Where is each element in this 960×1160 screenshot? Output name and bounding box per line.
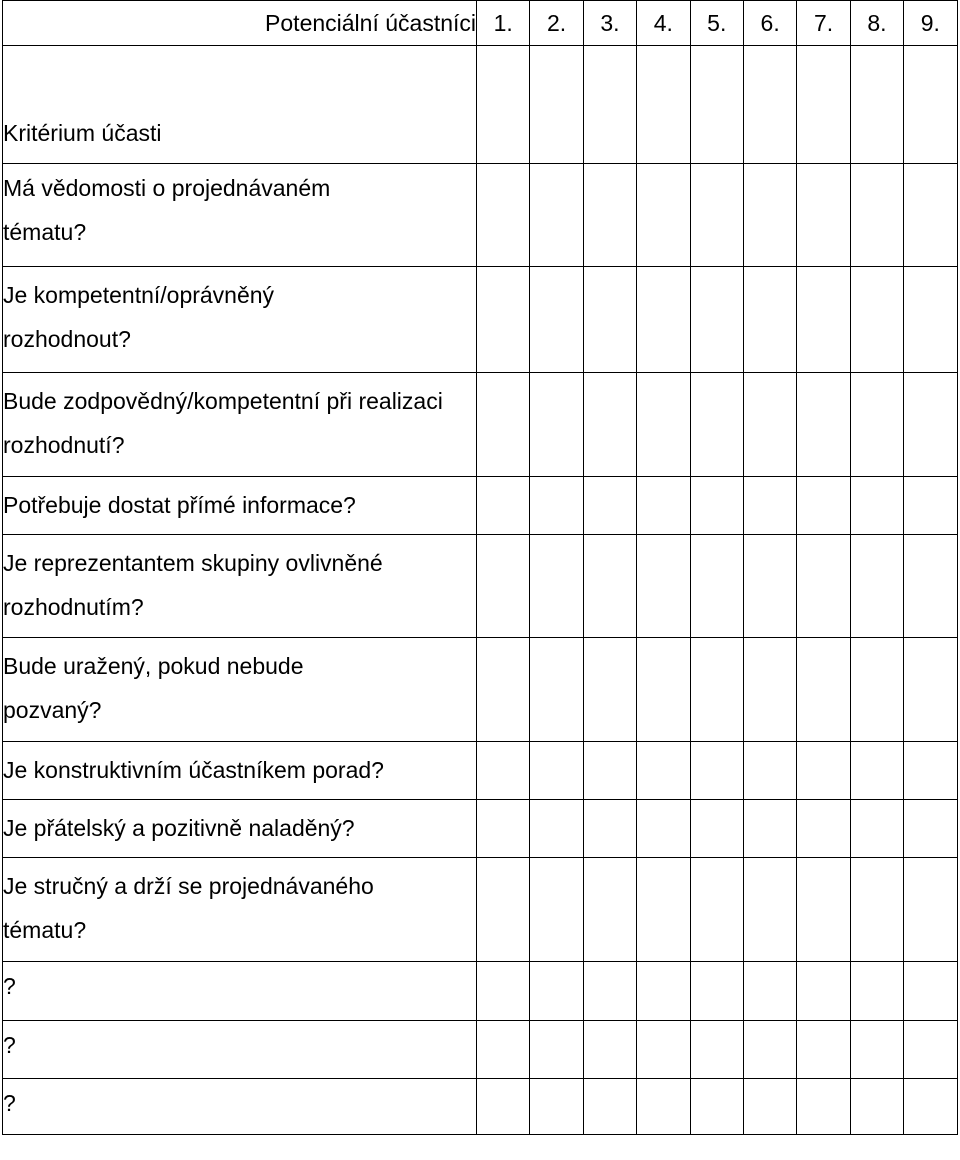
criterion-cell	[3, 1021, 477, 1079]
grid-cell[interactable]	[904, 477, 957, 535]
grid-cell[interactable]	[797, 373, 850, 477]
grid-cell[interactable]	[850, 638, 903, 742]
criterion-text: ?	[3, 1032, 16, 1058]
criterion-row	[3, 858, 958, 962]
participant-number-4: 4.	[637, 1, 690, 46]
grid-cell[interactable]	[690, 535, 743, 638]
criterion-text: Bude zodpovědný/kompetentní při realizaci rozhodnutí?	[3, 388, 443, 458]
criterion-cell	[3, 962, 477, 1021]
grid-cell[interactable]	[690, 267, 743, 373]
criterion-text: Je kompetentní/oprávněný rozhodnout?	[3, 282, 275, 352]
grid-cell[interactable]	[637, 638, 690, 742]
criterion-row	[3, 638, 958, 742]
grid-cell[interactable]	[743, 858, 796, 962]
grid-cell[interactable]	[850, 164, 903, 267]
grid-cell[interactable]	[743, 164, 796, 267]
grid-cell[interactable]	[530, 477, 583, 535]
grid-cell[interactable]	[743, 800, 796, 858]
grid-cell[interactable]	[690, 800, 743, 858]
grid-cell[interactable]	[797, 46, 850, 164]
grid-cell[interactable]	[477, 1079, 530, 1135]
criteria-heading: Kritérium účasti	[3, 120, 162, 146]
grid-cell[interactable]	[797, 858, 850, 962]
criterion-row	[3, 742, 958, 800]
grid-cell[interactable]	[797, 1021, 850, 1079]
grid-cell[interactable]	[904, 1079, 957, 1135]
criterion-text: ?	[3, 973, 16, 999]
grid-cell[interactable]	[477, 46, 530, 164]
grid-cell[interactable]	[850, 373, 903, 477]
criterion-text: Je přátelský a pozitivně naladěný?	[3, 815, 355, 841]
grid-cell[interactable]	[743, 638, 796, 742]
criteria-heading-cell	[3, 46, 477, 164]
grid-cell[interactable]	[583, 373, 636, 477]
criterion-row	[3, 477, 958, 535]
grid-cell[interactable]	[477, 1021, 530, 1079]
criterion-text: Je konstruktivním účastníkem porad?	[3, 757, 384, 783]
grid-cell[interactable]	[583, 164, 636, 267]
grid-cell[interactable]	[637, 742, 690, 800]
criterion-text: ?	[3, 1090, 16, 1116]
grid-cell[interactable]	[637, 1021, 690, 1079]
grid-cell[interactable]	[530, 962, 583, 1021]
participant-number-8: 8.	[850, 1, 903, 46]
grid-cell[interactable]	[743, 477, 796, 535]
grid-cell[interactable]	[583, 267, 636, 373]
grid-cell[interactable]	[904, 46, 957, 164]
participant-number-5: 5.	[690, 1, 743, 46]
grid-cell[interactable]	[690, 46, 743, 164]
header-row	[3, 1, 958, 46]
grid-cell[interactable]	[743, 267, 796, 373]
grid-cell[interactable]	[530, 164, 583, 267]
grid-cell[interactable]	[797, 477, 850, 535]
grid-cell[interactable]	[690, 638, 743, 742]
grid-cell[interactable]	[530, 373, 583, 477]
grid-cell[interactable]	[637, 46, 690, 164]
grid-cell[interactable]	[477, 800, 530, 858]
grid-cell[interactable]	[743, 1079, 796, 1135]
grid-cell[interactable]	[904, 742, 957, 800]
grid-cell[interactable]	[850, 1079, 903, 1135]
grid-cell[interactable]	[690, 962, 743, 1021]
grid-cell[interactable]	[690, 742, 743, 800]
grid-cell[interactable]	[477, 638, 530, 742]
grid-cell[interactable]	[743, 1021, 796, 1079]
grid-cell[interactable]	[583, 477, 636, 535]
grid-cell[interactable]	[904, 858, 957, 962]
criterion-row	[3, 164, 958, 267]
criterion-row	[3, 535, 958, 638]
grid-cell[interactable]	[583, 1079, 636, 1135]
grid-cell[interactable]	[850, 46, 903, 164]
grid-cell[interactable]	[637, 373, 690, 477]
grid-cell[interactable]	[583, 535, 636, 638]
grid-cell[interactable]	[850, 858, 903, 962]
criterion-cell	[3, 267, 477, 373]
grid-cell[interactable]	[690, 373, 743, 477]
grid-cell[interactable]	[530, 1021, 583, 1079]
grid-cell[interactable]	[583, 742, 636, 800]
criterion-row	[3, 800, 958, 858]
grid-cell[interactable]	[583, 858, 636, 962]
grid-cell[interactable]	[904, 638, 957, 742]
criterion-cell	[3, 858, 477, 962]
grid-cell[interactable]	[637, 267, 690, 373]
grid-cell[interactable]	[904, 535, 957, 638]
grid-cell[interactable]	[850, 267, 903, 373]
grid-cell[interactable]	[690, 858, 743, 962]
grid-cell[interactable]	[477, 962, 530, 1021]
grid-cell[interactable]	[743, 535, 796, 638]
grid-cell[interactable]	[477, 164, 530, 267]
grid-cell[interactable]	[530, 267, 583, 373]
criterion-cell	[3, 638, 477, 742]
criterion-cell	[3, 477, 477, 535]
grid-cell[interactable]	[637, 800, 690, 858]
grid-cell[interactable]	[637, 535, 690, 638]
criterion-cell	[3, 535, 477, 638]
grid-cell[interactable]	[530, 535, 583, 638]
grid-cell[interactable]	[797, 638, 850, 742]
grid-cell[interactable]	[530, 742, 583, 800]
grid-cell[interactable]	[583, 962, 636, 1021]
criterion-row	[3, 1079, 958, 1135]
criterion-text: Je stručný a drží se projednávaného tématu?	[3, 873, 374, 943]
grid-cell[interactable]	[583, 800, 636, 858]
grid-cell[interactable]	[850, 742, 903, 800]
criterion-cell	[3, 742, 477, 800]
grid-cell[interactable]	[637, 858, 690, 962]
grid-cell[interactable]	[477, 267, 530, 373]
criterion-row	[3, 373, 958, 477]
grid-cell[interactable]	[850, 535, 903, 638]
participant-number-6: 6.	[743, 1, 796, 46]
grid-cell[interactable]	[743, 962, 796, 1021]
grid-cell[interactable]	[904, 373, 957, 477]
grid-cell[interactable]	[477, 535, 530, 638]
grid-cell[interactable]	[530, 800, 583, 858]
criteria-heading-row	[3, 46, 958, 164]
criterion-text: Bude uražený, pokud nebude pozvaný?	[3, 653, 304, 723]
grid-cell[interactable]	[797, 962, 850, 1021]
grid-cell[interactable]	[797, 267, 850, 373]
grid-cell[interactable]	[583, 1021, 636, 1079]
participant-number-7: 7.	[797, 1, 850, 46]
grid-cell[interactable]	[690, 477, 743, 535]
criterion-cell	[3, 1079, 477, 1135]
criterion-cell	[3, 800, 477, 858]
participant-number-1: 1.	[477, 1, 530, 46]
grid-cell[interactable]	[690, 1079, 743, 1135]
grid-cell[interactable]	[743, 742, 796, 800]
criterion-cell	[3, 373, 477, 477]
grid-cell[interactable]	[904, 164, 957, 267]
participant-criteria-table	[2, 0, 958, 1135]
grid-cell[interactable]	[850, 962, 903, 1021]
grid-cell[interactable]	[477, 742, 530, 800]
grid-cell[interactable]	[637, 164, 690, 267]
grid-cell[interactable]	[797, 164, 850, 267]
grid-cell[interactable]	[743, 373, 796, 477]
grid-cell[interactable]	[530, 1079, 583, 1135]
criterion-text: Potřebuje dostat přímé informace?	[3, 492, 356, 518]
grid-cell[interactable]	[530, 858, 583, 962]
grid-cell[interactable]	[530, 638, 583, 742]
grid-cell[interactable]	[904, 267, 957, 373]
participant-number-3: 3.	[583, 1, 636, 46]
grid-cell[interactable]	[690, 1021, 743, 1079]
grid-cell[interactable]	[477, 373, 530, 477]
grid-cell[interactable]	[583, 638, 636, 742]
grid-cell[interactable]	[797, 742, 850, 800]
participant-number-9: 9.	[904, 1, 957, 46]
grid-cell[interactable]	[530, 46, 583, 164]
grid-cell[interactable]	[743, 46, 796, 164]
grid-cell[interactable]	[637, 962, 690, 1021]
criterion-row	[3, 267, 958, 373]
grid-cell[interactable]	[797, 1079, 850, 1135]
grid-cell[interactable]	[904, 800, 957, 858]
grid-cell[interactable]	[583, 46, 636, 164]
grid-cell[interactable]	[850, 477, 903, 535]
grid-cell[interactable]	[904, 962, 957, 1021]
criterion-text: Je reprezentantem skupiny ovlivněné rozhodnutím?	[3, 550, 383, 620]
grid-cell[interactable]	[850, 1021, 903, 1079]
grid-cell[interactable]	[850, 800, 903, 858]
participant-number-2: 2.	[530, 1, 583, 46]
grid-cell[interactable]	[637, 477, 690, 535]
grid-cell[interactable]	[637, 1079, 690, 1135]
criterion-text: Má vědomosti o projednávaném tématu?	[3, 175, 331, 245]
criterion-row	[3, 962, 958, 1021]
criterion-row	[3, 1021, 958, 1079]
criterion-cell	[3, 164, 477, 267]
grid-cell[interactable]	[797, 535, 850, 638]
grid-cell[interactable]	[477, 858, 530, 962]
grid-cell[interactable]	[797, 800, 850, 858]
grid-cell[interactable]	[690, 164, 743, 267]
grid-cell[interactable]	[477, 477, 530, 535]
participants-label: Potenciální účastníci	[3, 1, 477, 46]
grid-cell[interactable]	[904, 1021, 957, 1079]
